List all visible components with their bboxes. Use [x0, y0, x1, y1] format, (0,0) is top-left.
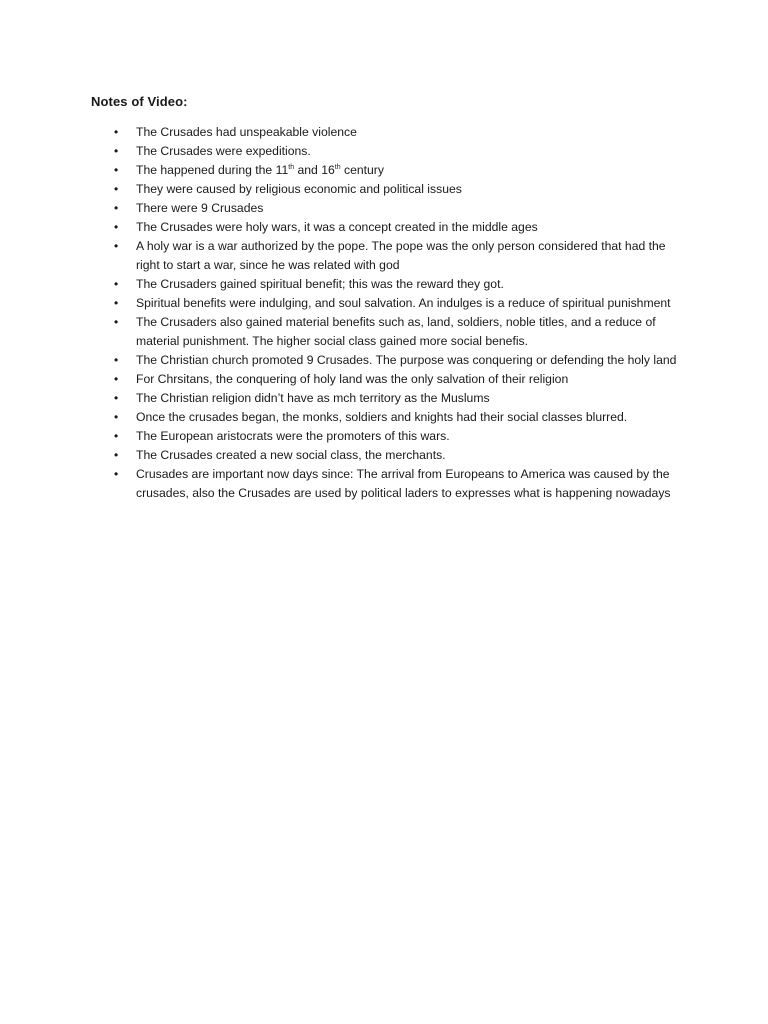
text-run: For Chrsitans, the conquering of holy land was the only salvation of their religion [136, 372, 569, 386]
list-item-text [136, 163, 384, 177]
text-run: and 16 [294, 163, 335, 177]
list-item [91, 180, 681, 199]
list-item [91, 389, 681, 408]
text-run: Spiritual benefits were indulging, and soul salvation. An indulges is a reduce of spiritual punishment [136, 296, 671, 310]
list-item-text [136, 315, 656, 348]
list-item-text [136, 429, 450, 443]
text-run: century [340, 163, 384, 177]
list-item-text [136, 277, 504, 291]
text-run: There were 9 Crusades [136, 201, 264, 215]
text-run: The Crusades had unspeakable violence [136, 125, 357, 139]
superscript: th [334, 163, 341, 171]
list-item-text [136, 144, 311, 158]
bullet-icon: • [114, 277, 119, 291]
list-item [91, 142, 681, 161]
bullet-icon: • [114, 353, 119, 367]
bullet-icon: • [114, 239, 119, 253]
bullet-icon: • [114, 296, 119, 310]
text-run: The European aristocrats were the promoters of this wars. [136, 429, 450, 443]
list-item-text [136, 201, 263, 215]
list-item [91, 123, 681, 142]
bullet-icon: • [114, 429, 119, 443]
list-item-text [136, 220, 538, 234]
list-item-text [136, 239, 666, 272]
list-item-text [136, 182, 462, 196]
list-item [91, 218, 681, 237]
bullet-icon: • [114, 448, 119, 462]
list-item [91, 446, 681, 465]
superscript: th [288, 163, 295, 171]
text-run: The Crusades were holy wars, it was a concept created in the middle ages [136, 220, 538, 234]
list-item [91, 408, 681, 427]
list-item [91, 294, 681, 313]
list-item [91, 427, 681, 446]
list-item-text [136, 448, 446, 462]
list-item [91, 370, 681, 389]
text-run: A holy war is a war authorized by the pope. The pope was the only person considered that had the right to start a war, since he was related with god [136, 239, 666, 272]
text-run: The happened during the 11 [136, 163, 289, 177]
bullet-icon: • [114, 315, 119, 329]
list-item [91, 465, 681, 503]
text-run: The Christian religion didn’t have as mch territory as the Muslums [136, 391, 490, 405]
bullet-icon: • [114, 220, 119, 234]
bullet-icon: • [114, 201, 119, 215]
list-item [91, 275, 681, 294]
text-run: The Crusades were expeditions. [136, 144, 311, 158]
text-run: The Christian church promoted 9 Crusades. The purpose was conquering or defending the holy land [136, 353, 677, 367]
bullet-icon: • [114, 467, 119, 481]
bullet-icon: • [114, 163, 119, 177]
bullet-icon: • [114, 391, 119, 405]
list-item [91, 313, 681, 351]
list-item-text [136, 467, 671, 500]
notes-list [91, 123, 681, 503]
page-title: Notes of Video: [91, 94, 188, 109]
list-item [91, 199, 681, 218]
list-item-text [136, 296, 671, 310]
bullet-icon: • [114, 410, 119, 424]
bullet-icon: • [114, 372, 119, 386]
list-item [91, 351, 681, 370]
text-run: Crusades are important now days since: The arrival from Europeans to America was caused by the crusades, also the Crusades are used by political laders to expresses what is happening nowadays [136, 467, 671, 500]
bullet-icon: • [114, 182, 119, 196]
list-item-text [136, 353, 676, 367]
list-item-text [136, 410, 627, 424]
text-run: The Crusaders also gained material benefits such as, land, soldiers, noble titles, and a reduce of material punishment. The higher social class gained more social benefis. [136, 315, 656, 348]
bullet-icon: • [114, 144, 119, 158]
list-item-text [136, 391, 490, 405]
list-item-text [136, 125, 357, 139]
text-run: The Crusaders gained spiritual benefit; this was the reward they got. [136, 277, 504, 291]
list-item [91, 237, 681, 275]
text-run: They were caused by religious economic and political issues [136, 182, 462, 196]
list-item-text [136, 372, 568, 386]
bullet-icon: • [114, 125, 119, 139]
text-run: The Crusades created a new social class, the merchants. [136, 448, 446, 462]
list-item [91, 161, 681, 180]
text-run: Once the crusades began, the monks, soldiers and knights had their social classes blurred. [136, 410, 628, 424]
